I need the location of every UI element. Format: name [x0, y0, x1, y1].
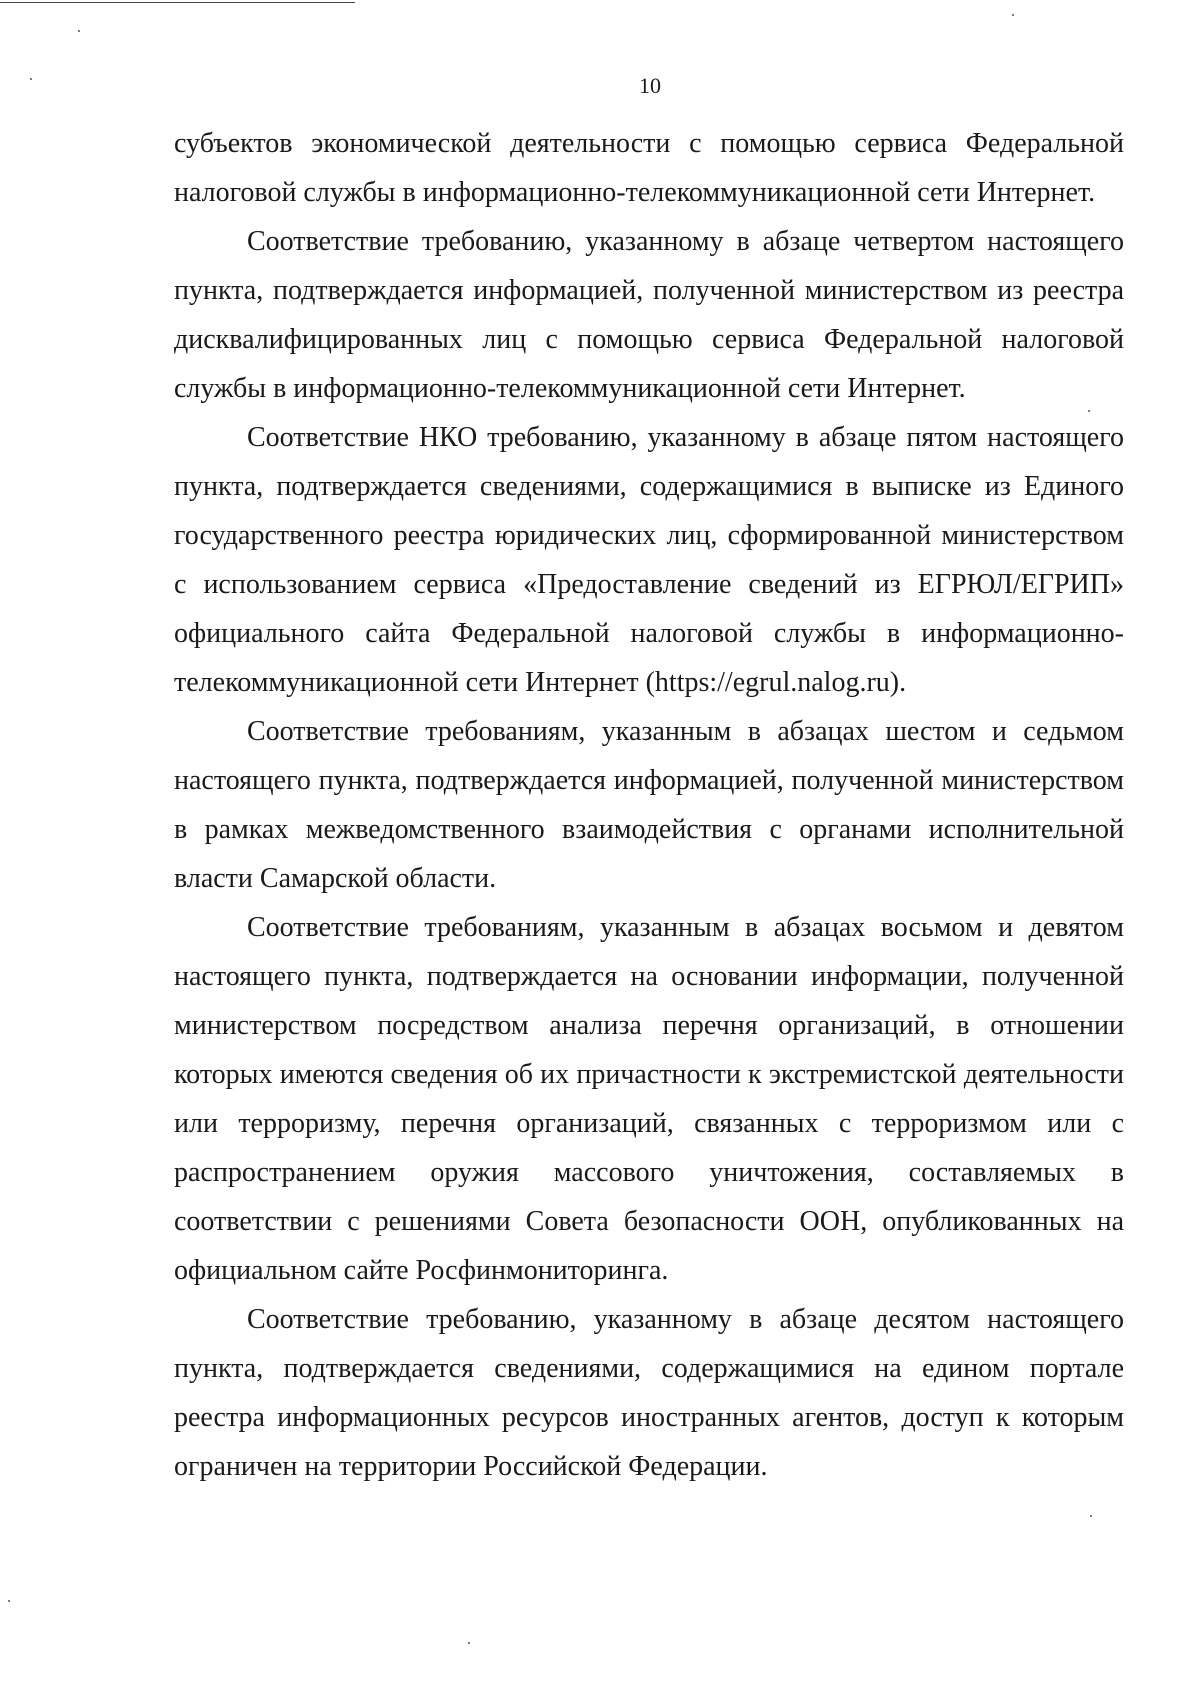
paragraph: Соответствие требованию, указанному в абзаце четвертом настоящего пункта, подтверждается информацией, полученной министерством из реестра дисквалифицированных лиц с помощью сервиса Федеральной налоговой службы в информационно-телекоммуникационной сети Интернет. — [174, 226, 1124, 404]
scan-speck — [8, 1600, 10, 1602]
paragraph: Соответствие требованию, указанному в абзаце десятом настоящего пункта, подтверждается сведениями, содержащимися на едином портале реестра информационных ресурсов иностранных агентов, доступ к которым ограничен на территории Российской Федерации. — [174, 1304, 1124, 1482]
scan-speck — [78, 30, 80, 32]
scan-speck — [468, 1642, 470, 1644]
scan-edge-line — [0, 2, 355, 3]
scan-speck — [1090, 1515, 1092, 1517]
document-body — [174, 119, 1124, 1491]
paragraph-continuation: субъектов экономической деятельности с помощью сервиса Федеральной налоговой службы в информационно-телекоммуникационной сети Интернет. — [174, 128, 1124, 208]
page-number: 10 — [639, 73, 661, 98]
paragraph: Соответствие требованиям, указанным в абзацах шестом и седьмом настоящего пункта, подтверждается информацией, полученной министерством в рамках межведомственного взаимодействия с органами исполнительной власти Самарской области. — [174, 716, 1124, 894]
scan-speck — [1012, 14, 1014, 16]
paragraph: Соответствие требованиям, указанным в абзацах восьмом и девятом настоящего пункта, подтверждается на основании информации, полученной министерством посредством анализа перечня организаций, в отношении которых имеются сведения об их причастности к экстремистской деятельности или терроризму, перечня организаций, связанных с терроризмом или с распространением оружия массового уничтожения, составляемых в соответствии с решениями Совета безопасности ООН, опубликованных на официальном сайте Росфинмониторинга. — [174, 912, 1124, 1286]
paragraph: Соответствие НКО требованию, указанному в абзаце пятом настоящего пункта, подтверждается сведениями, содержащимися в выписке из Единого государственного реестра юридических лиц, сформированной министерством с использованием сервиса «Предоставление сведений из ЕГРЮЛ/ЕГРИП» официального сайта Федеральной налоговой службы в информационно-телекоммуникационной сети Интернет (https://egrul.nalog.ru). — [174, 422, 1124, 698]
